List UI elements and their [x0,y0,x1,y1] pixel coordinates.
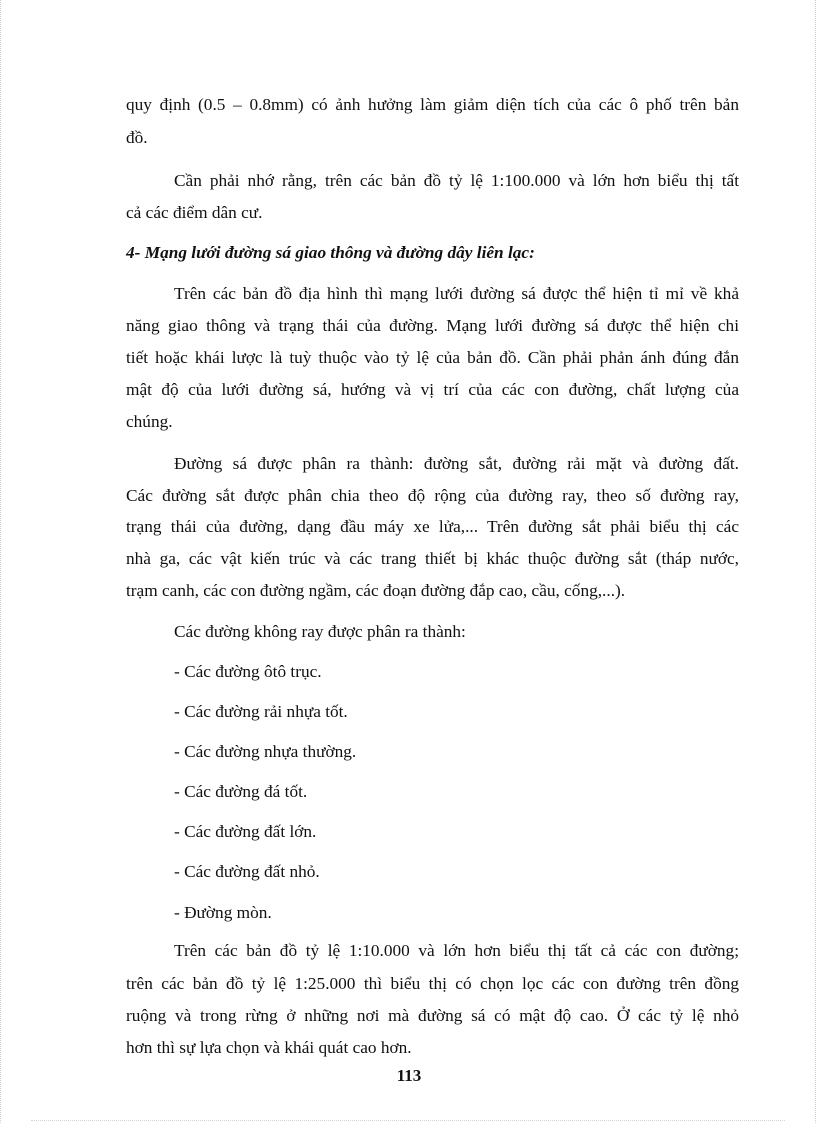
list-item: - Các đường đất lớn. [174,822,317,841]
paragraph-line: chúng. [126,412,173,431]
paragraph-line: trạm canh, các con đường ngầm, các đoạn đường đắp cao, cầu, cống,...). [126,581,626,600]
paragraph-line: Các đường sắt được phân chia theo độ rộng của đường ray, theo số đường ray, [126,486,739,505]
paragraph-line: Trên các bản đồ tỷ lệ 1:10.000 và lớn hơn biểu thị tất cả các con đường; [174,941,739,960]
paragraph-line: năng giao thông và trạng thái của đường. Mạng lưới đường sá được thể hiện chi [126,316,739,335]
paragraph-line: hơn thì sự lựa chọn và khái quát cao hơn. [126,1038,412,1057]
list-item: - Các đường đá tốt. [174,782,308,801]
list-item: - Các đường đất nhỏ. [174,862,320,881]
paragraph-line: mật độ của lưới đường sá, hướng và vị trí của các con đường, chất lượng của [126,380,739,399]
page-bottom-divider [31,1120,785,1121]
paragraph-line: tiết hoặc khái lược là tuỳ thuộc vào tỷ lệ của bản đồ. Cần phải phản ánh đúng đắn [126,348,739,367]
list-item: - Các đường rải nhựa tốt. [174,702,348,721]
list-item: - Đường mòn. [174,903,272,922]
paragraph-line: Cần phải nhớ rằng, trên các bản đồ tỷ lệ 1:100.000 và lớn hơn biểu thị tất [174,171,739,190]
paragraph-line: nhà ga, các vật kiến trúc và các trang thiết bị khác thuộc đường sắt (tháp nước, [126,549,739,568]
paragraph-line: Trên các bản đồ địa hình thì mạng lưới đường sá được thể hiện tỉ mỉ về khả [174,284,739,303]
paragraph-line: ruộng và trong rừng ở những nơi mà đường sá có mật độ cao. Ở các tỷ lệ nhỏ [126,1006,739,1025]
section-heading: 4- Mạng lưới đường sá giao thông và đường dây liên lạc: [126,243,535,262]
paragraph-line: cả các điểm dân cư. [126,203,263,222]
paragraph-line: quy định (0.5 – 0.8mm) có ảnh hưởng làm giảm diện tích của các ô phố trên bản [126,95,739,114]
paragraph-line: đồ. [126,128,148,147]
paragraph-line: Đường sá được phân ra thành: đường sắt, đường rải mặt và đường đất. [174,454,739,473]
list-item: - Các đường nhựa thường. [174,742,357,761]
list-item: - Các đường ôtô trục. [174,662,322,681]
paragraph-line: Các đường không ray được phân ra thành: [174,622,466,641]
paragraph-line: trạng thái của đường, dạng đầu máy xe lửa,... Trên đường sắt phải biểu thị các [126,517,739,536]
page-number: 113 [396,1066,422,1085]
paragraph-line: trên các bản đồ tỷ lệ 1:25.000 thì biểu thị có chọn lọc các con đường trên đồng [126,974,739,993]
